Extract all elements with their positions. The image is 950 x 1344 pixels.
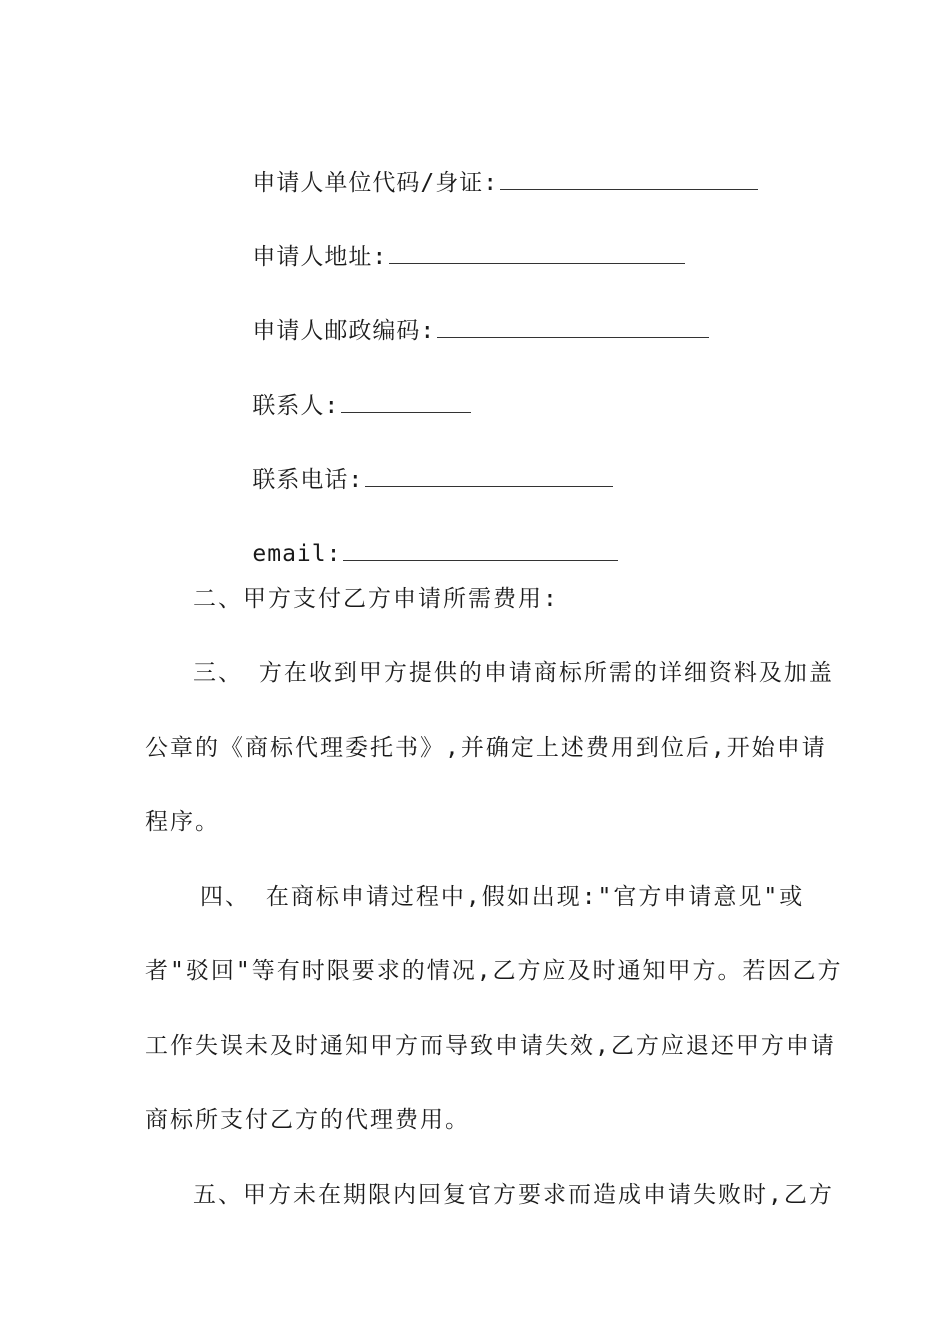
clause-four-line-3: 工作失误未及时通知甲方而导致申请失效,乙方应退还甲方申请 bbox=[145, 1033, 836, 1059]
fill-blank[interactable] bbox=[365, 466, 613, 487]
field-label: 申请人邮政编码: bbox=[252, 318, 436, 344]
field-label: 申请人单位代码/身证: bbox=[252, 170, 499, 196]
clause-five-line-1: 五、甲方未在期限内回复官方要求而造成申请失败时,乙方 bbox=[193, 1182, 834, 1208]
field-label: 申请人地址: bbox=[252, 244, 388, 270]
clause-two: 二、甲方支付乙方申请所需费用: bbox=[193, 586, 559, 612]
fill-blank[interactable] bbox=[500, 169, 758, 190]
clause-three-line-3: 程序。 bbox=[145, 809, 220, 835]
field-label: 联系电话: bbox=[252, 467, 364, 493]
fill-blank[interactable] bbox=[437, 317, 709, 338]
fill-blank[interactable] bbox=[389, 243, 685, 264]
clause-four-line-4: 商标所支付乙方的代理费用。 bbox=[145, 1107, 470, 1133]
fill-blank[interactable] bbox=[343, 540, 618, 561]
clause-four-line-2: 者"驳回"等有时限要求的情况,乙方应及时通知甲方。若因乙方 bbox=[145, 958, 843, 984]
field-label: 联系人: bbox=[252, 393, 340, 419]
field-label: email: bbox=[252, 541, 342, 567]
clause-four-line-1: 四、 在商标申请过程中,假如出现:"官方申请意见"或 bbox=[200, 884, 805, 910]
clause-three-line-2: 公章的《商标代理委托书》,并确定上述费用到位后,开始申请 bbox=[145, 735, 827, 761]
clause-three-line-1: 三、 方在收到甲方提供的申请商标所需的详细资料及加盖 bbox=[193, 660, 834, 686]
fill-blank[interactable] bbox=[341, 392, 471, 413]
